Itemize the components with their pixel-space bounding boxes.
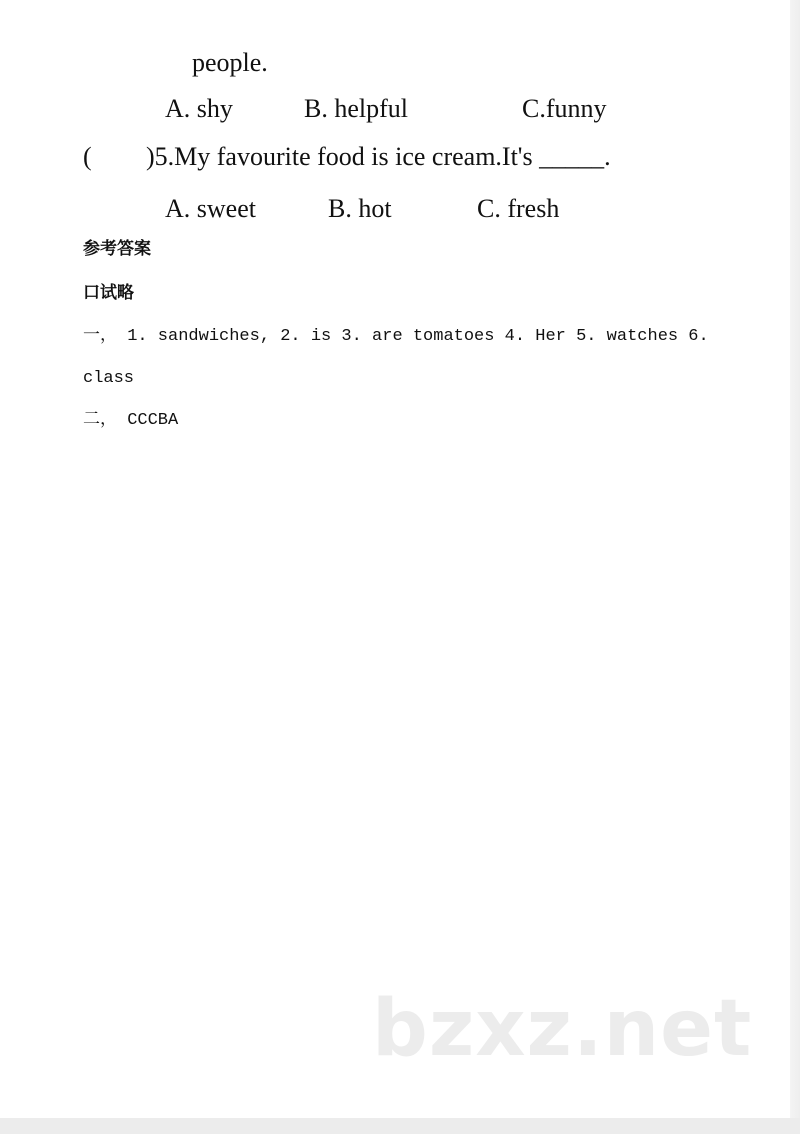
question-5-open-paren: ( [83,142,92,171]
watermark-logo: bzxz.net [372,984,753,1074]
oral-test-note: 口试略 [83,283,134,303]
question-5-option-a: A. sweet [165,194,256,223]
question-4-option-c: C.funny [522,94,607,123]
question-5-option-b: B. hot [328,194,392,223]
answer-key-heading: 参考答案 [83,239,151,259]
page-bottom-edge [0,1118,800,1134]
answer-part-2: 二， CCCBA [83,411,179,430]
question-4-option-b: B. helpful [304,94,408,123]
question-5-stem: )5.My favourite food is ice cream.It's _____. [146,142,611,171]
question-4-stem-continuation: people. [192,48,268,77]
answer-part-1-line-2: class [83,369,135,388]
question-5-option-c: C. fresh [477,194,560,223]
answer-part-1-line-1: 一， 1. sandwiches, 2. is 3. are tomatoes 4. Her 5. watches 6. [83,327,709,346]
page-right-edge [790,0,800,1134]
question-4-option-a: A. shy [165,94,233,123]
